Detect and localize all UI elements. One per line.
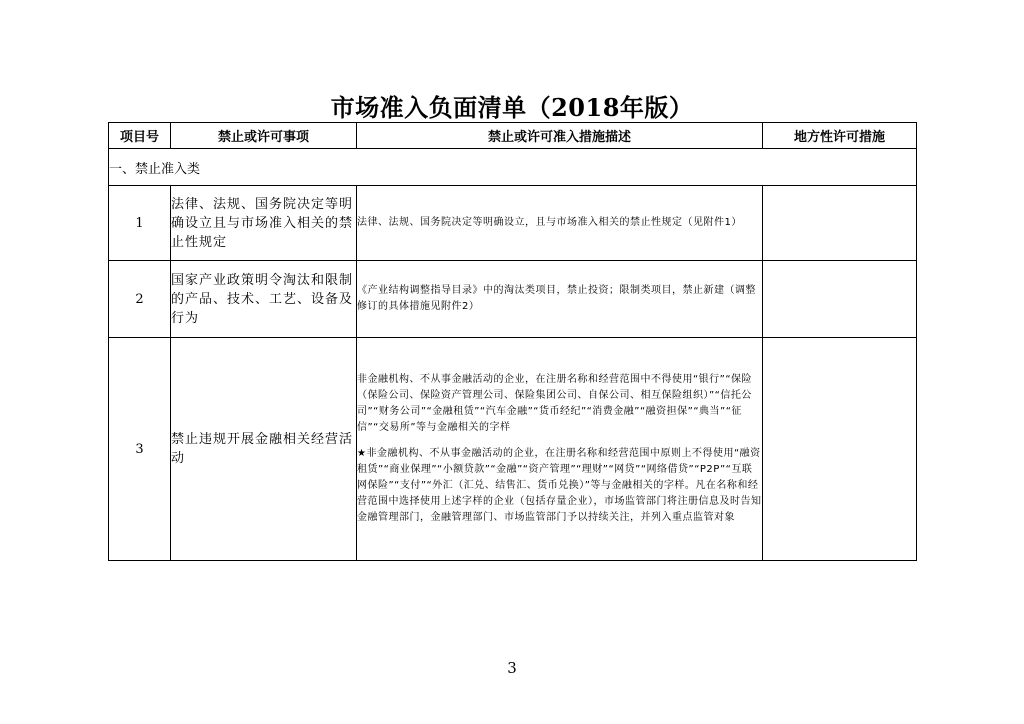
section-row: [109, 149, 917, 186]
row-measure: [357, 261, 763, 338]
row-local-measure: [763, 338, 917, 561]
row-item: 禁止违规开展金融相关经营活动: [171, 338, 357, 561]
row-measure: [357, 186, 763, 261]
row-local-measure: [763, 261, 917, 338]
table-row: [109, 261, 917, 338]
header-item: 禁止或许可事项: [171, 123, 357, 149]
measure-paragraph: 非金融机构、不从事金融活动的企业，在注册名称和经营范围中不得使用“银行”“保险（保险公司、保险资产管理公司、保险集团公司、自保公司、相互保险组织）”“信托公司”“财务公司”“金融租赁”“汽车金融”“货币经纪”“消费金融”“融资担保”“典当”“征信”“交易所”等与金融相关的字样: [357, 374, 753, 433]
measure-paragraph: 《产业结构调整指导目录》中的淘汰类项目，禁止投资；限制类项目，禁止新建（调整修订的具体措施见附件2）: [357, 285, 756, 312]
row-measure: [357, 338, 763, 561]
table-row: [109, 338, 917, 561]
row-item: 法律、法规、国务院决定等明确设立且与市场准入相关的禁止性规定: [171, 186, 357, 261]
row-number: 2: [109, 261, 171, 338]
table-row: [109, 186, 917, 261]
row-number: 3: [109, 338, 171, 561]
header-local-measure: 地方性许可措施: [763, 123, 917, 149]
row-local-measure: [763, 186, 917, 261]
page-title: 市场准入负面清单（2018年版）: [330, 93, 694, 122]
header-measure: 禁止或许可准入措施描述: [357, 123, 763, 149]
row-item: 国家产业政策明令淘汰和限制的产品、技术、工艺、设备及行为: [171, 261, 357, 338]
row-number: 1: [109, 186, 171, 261]
page-number: 3: [507, 659, 517, 677]
negative-list-table: [108, 122, 917, 561]
table-header-row: [109, 123, 917, 149]
header-item-number: 项目号: [109, 123, 171, 149]
measure-paragraph: ★非金融机构、不从事金融活动的企业，在注册名称和经营范围中原则上不得使用“融资租赁”“商业保理”“小额贷款”“金融”“资产管理”“理财”“网贷”“网络借贷”“P2P”“互联网保险”“支付”“外汇（汇兑、结售汇、货币兑换）”等与金融相关的字样。凡在名称和经营范围中选择使用上述字样的企业（包括存量企业），市场监管部门将注册信息及时告知金融管理部门，金融管理部门、市场监管部门予以持续关注，并列入重点监管对象: [357, 448, 762, 523]
measure-paragraph: 法律、法规、国务院决定等明确设立，且与市场准入相关的禁止性规定（见附件1）: [357, 217, 742, 228]
section-title: 一、禁止准入类: [109, 149, 917, 186]
